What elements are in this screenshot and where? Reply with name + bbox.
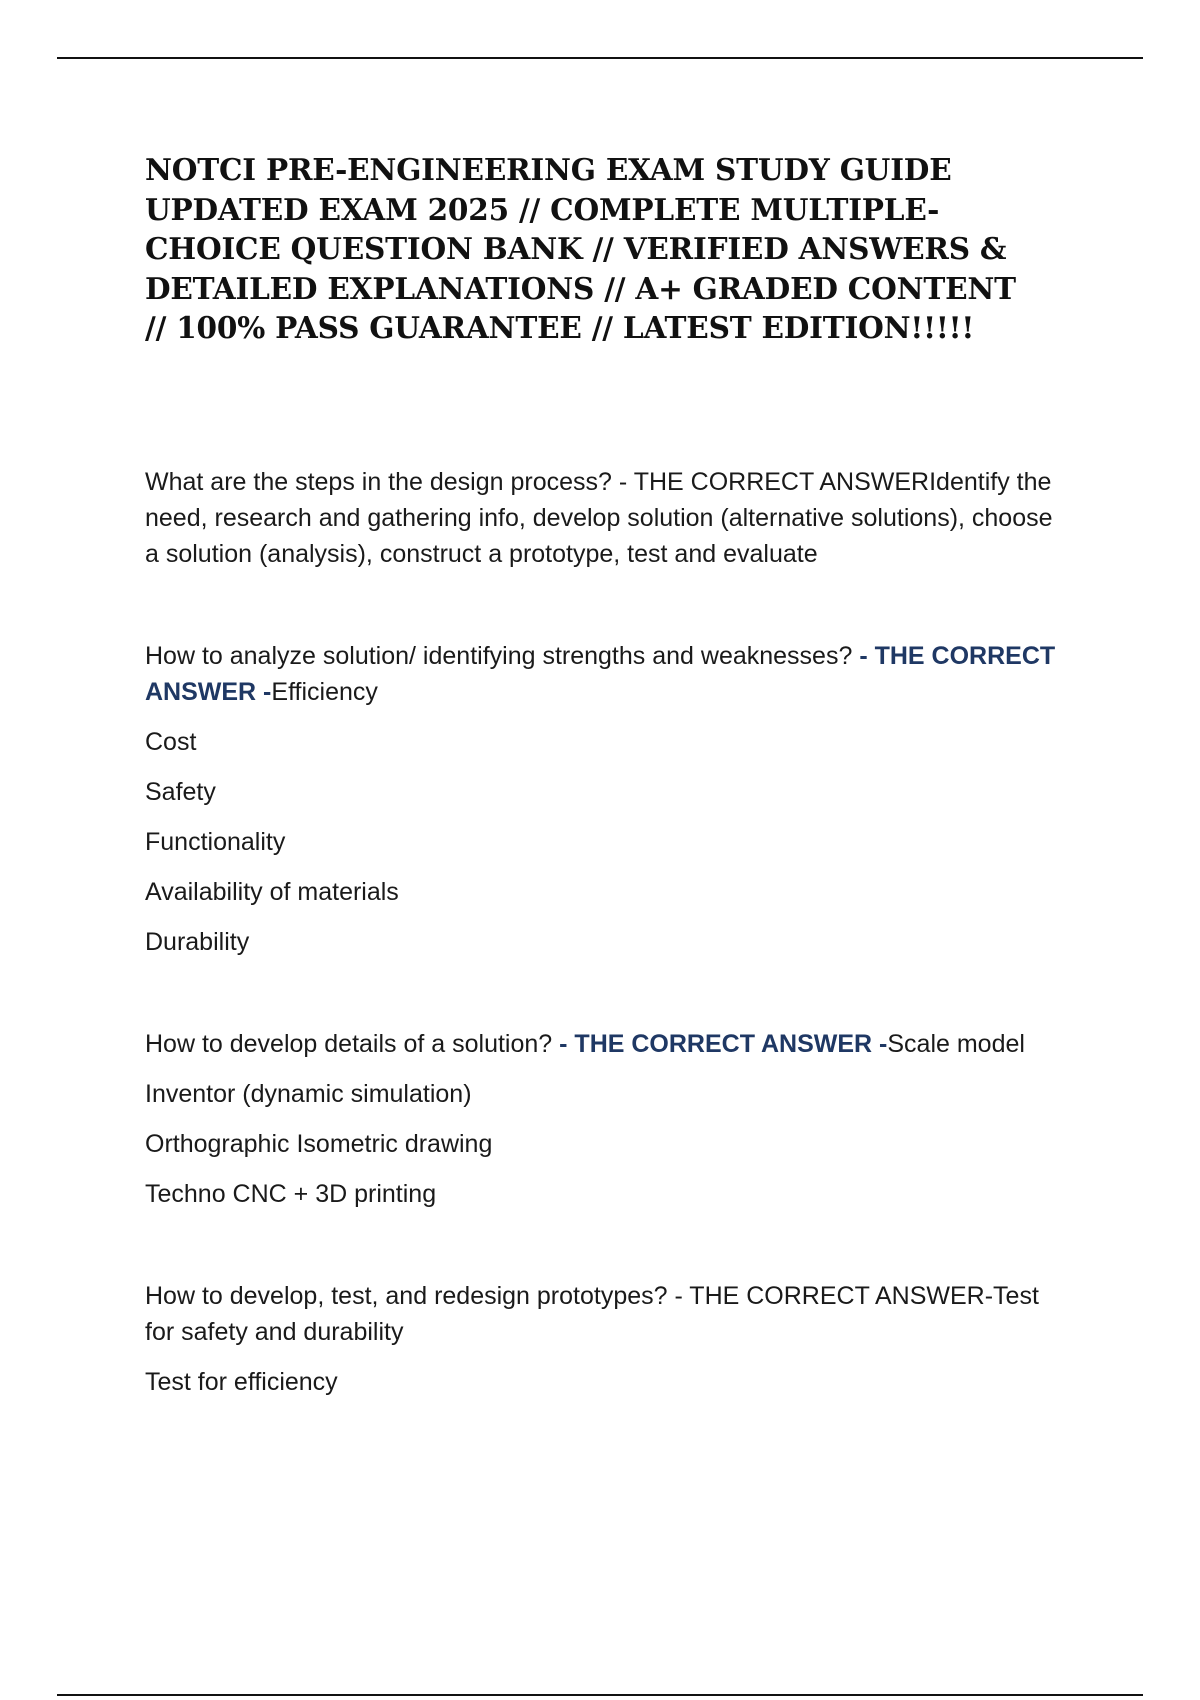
title-line: DETAILED EXPLANATIONS // A+ GRADED CONTENT bbox=[145, 270, 1016, 306]
bottom-rule bbox=[57, 1694, 1143, 1696]
answer-line: Durability bbox=[145, 927, 250, 956]
answer-text: Test for safety and durability bbox=[145, 1281, 1039, 1346]
qa-question-line bbox=[145, 464, 1065, 572]
answer-separator: - THE CORRECT ANSWER - bbox=[552, 1029, 888, 1058]
document-title bbox=[145, 150, 1065, 348]
answer-line: Test for efficiency bbox=[145, 1367, 338, 1396]
title-line: CHOICE QUESTION BANK // VERIFIED ANSWERS & bbox=[145, 231, 1007, 266]
answer-line: Techno CNC + 3D printing bbox=[145, 1179, 437, 1208]
answer-line: Functionality bbox=[145, 827, 286, 856]
answer-separator: - THE CORRECT ANSWER- bbox=[667, 1281, 994, 1310]
answer-line: Inventor (dynamic simulation) bbox=[145, 1079, 472, 1108]
answer-line: Cost bbox=[145, 727, 197, 756]
answer-separator: - THE CORRECT ANSWER bbox=[611, 467, 930, 496]
qa-item bbox=[145, 1278, 1065, 1400]
qa-question-line bbox=[145, 638, 1065, 710]
question-text: How to analyze solution/ identifying strengths and weaknesses? bbox=[145, 641, 853, 670]
title-line: UPDATED EXAM 2025 // COMPLETE MULTIPLE- bbox=[145, 191, 940, 227]
qa-item bbox=[145, 464, 1065, 572]
answer-line: Safety bbox=[145, 777, 216, 806]
question-text: How to develop details of a solution? bbox=[145, 1029, 553, 1058]
answer-line: Orthographic Isometric drawing bbox=[145, 1129, 493, 1158]
qa-question-line bbox=[145, 1026, 1065, 1062]
answer-separator: - THE CORRECT ANSWER - bbox=[145, 641, 1056, 706]
title-line: // 100% PASS GUARANTEE // LATEST EDITION!!!!! bbox=[145, 310, 975, 345]
qa-item bbox=[145, 638, 1065, 960]
question-text: How to develop, test, and redesign prototypes? bbox=[145, 1281, 668, 1310]
answer-text: Scale model bbox=[887, 1029, 1025, 1058]
top-rule bbox=[57, 57, 1143, 59]
qa-item bbox=[145, 1026, 1065, 1212]
answer-line: Availability of materials bbox=[145, 877, 399, 906]
title-line: NOTCI PRE-ENGINEERING EXAM STUDY GUIDE bbox=[145, 152, 952, 187]
qa-question-line bbox=[145, 1278, 1065, 1350]
page-content bbox=[145, 150, 1065, 1400]
answer-text: Efficiency bbox=[271, 677, 378, 706]
question-text: What are the steps in the design process? bbox=[145, 467, 612, 496]
answer-text: Identify the need, research and gathering info, develop solution (alternative solutions), choose a solution (analysis), construct a prototype, test and evaluate bbox=[145, 467, 1053, 568]
